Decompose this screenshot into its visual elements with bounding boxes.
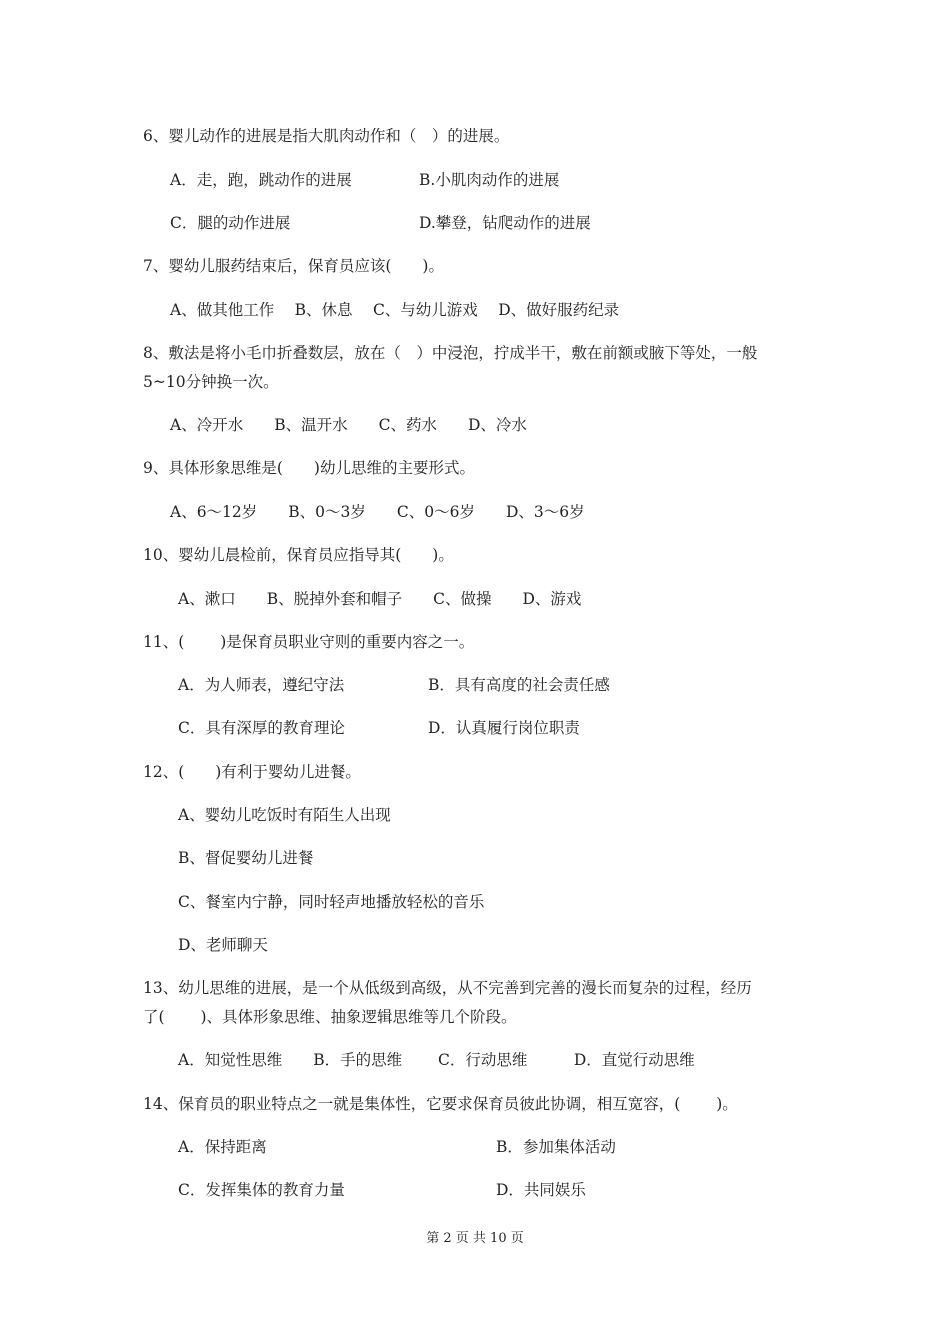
question-11-option-d: D．认真履行岗位职责 <box>428 719 580 737</box>
question-6-option-c: C．腿的动作进展 <box>170 214 291 232</box>
question-7-options: A、做其他工作 B、休息 C、与幼儿游戏 D、做好服药纪录 <box>170 301 620 319</box>
question-14-option-b: B．参加集体活动 <box>496 1138 616 1156</box>
question-11-stem: 11、( )是保育员职业守则的重要内容之一。 <box>143 633 475 651</box>
question-13-options: A．知觉性思维 B．手的思维 C．行动思维 D．直觉行动思维 <box>178 1051 695 1069</box>
question-10-stem: 10、婴幼儿晨检前，保育员应指导其( )。 <box>143 546 454 564</box>
question-14-option-c: C．发挥集体的教育力量 <box>178 1181 345 1199</box>
question-14-option-a: A．保持距离 <box>178 1138 267 1156</box>
question-7-stem: 7、婴幼儿服药结束后，保育员应该( )。 <box>143 257 444 275</box>
question-12-stem: 12、( )有利于婴幼儿进餐。 <box>143 763 361 781</box>
question-12-option-d: D、老师聊天 <box>178 936 268 954</box>
question-6-option-a: A．走，跑，跳动作的进展 <box>170 171 352 189</box>
question-13-stem-line-2: 了( )、具体形象思维、抽象逻辑思维等几个阶段。 <box>143 1008 517 1026</box>
question-12-option-a: A、婴幼儿吃饭时有陌生人出现 <box>178 806 391 824</box>
question-8-stem-line-2: 5~10分钟换一次。 <box>143 373 279 391</box>
question-11-option-c: C．具有深厚的教育理论 <box>178 719 345 737</box>
question-11-option-a: A．为人师表，遵纪守法 <box>178 676 345 694</box>
question-13-stem-line-1: 13、幼儿思维的进展，是一个从低级到高级，从不完善到完善的漫长而复杂的过程，经历 <box>143 979 752 997</box>
question-8-options: A、冷开水 B、温开水 C、药水 D、冷水 <box>170 416 527 434</box>
question-12-option-c: C、餐室内宁静，同时轻声地播放轻松的音乐 <box>178 893 485 911</box>
question-9-stem: 9、具体形象思维是( )幼儿思维的主要形式。 <box>143 459 475 477</box>
page-footer: 第 2 页 共 10 页 <box>426 1231 524 1246</box>
question-14-option-d: D．共同娱乐 <box>496 1181 586 1199</box>
question-10-options: A、漱口 B、脱掉外套和帽子 C、做操 D、游戏 <box>178 590 582 608</box>
question-14-stem: 14、保育员的职业特点之一就是集体性，它要求保育员彼此协调，相互宽容，( )。 <box>143 1095 738 1113</box>
question-12-option-b: B、督促婴幼儿进餐 <box>178 849 314 867</box>
question-6-stem: 6、婴儿动作的进展是指大肌肉动作和（ ）的进展。 <box>143 127 510 145</box>
question-9-options: A、6～12岁 B、0～3岁 C、0～6岁 D、3～6岁 <box>170 503 585 521</box>
question-6-option-b: B.小肌肉动作的进展 <box>419 171 560 189</box>
question-11-option-b: B．具有高度的社会责任感 <box>428 676 610 694</box>
question-6-option-d: D.攀登，钻爬动作的进展 <box>419 214 591 232</box>
question-8-stem-line-1: 8、敷法是将小毛巾折叠数层，放在（ ）中浸泡，拧成半干，敷在前额或腋下等处，一般 <box>143 344 758 362</box>
